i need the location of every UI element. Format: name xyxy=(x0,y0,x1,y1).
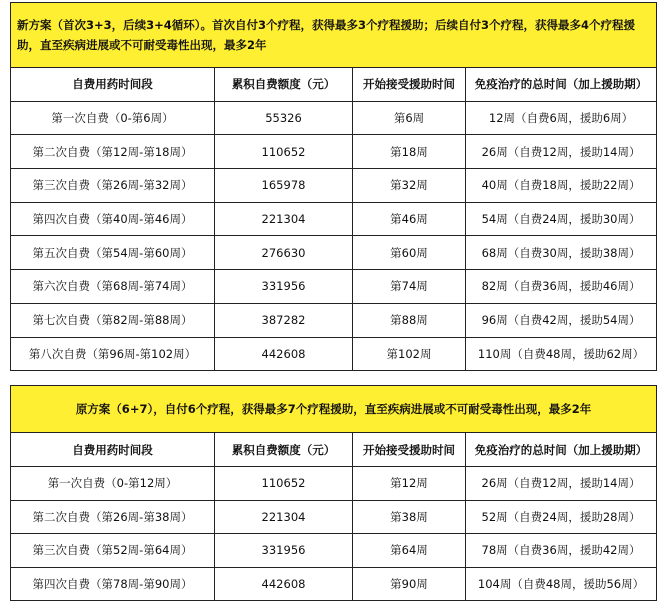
table-cell: 第64周 xyxy=(353,534,466,568)
column-header: 开始接受援助时间 xyxy=(353,433,466,467)
column-header: 自费用药时间段 xyxy=(11,433,215,467)
table-cell: 第46周 xyxy=(353,202,466,236)
table-cell: 110周（自费48周，援助62周） xyxy=(466,337,657,371)
table-cell: 第六次自费（第68周-第74周） xyxy=(11,270,215,304)
column-header: 自费用药时间段 xyxy=(11,68,215,102)
table-row xyxy=(11,567,657,601)
table-cell: 442608 xyxy=(215,337,353,371)
table-cell: 第二次自费（第26周-第38周） xyxy=(11,500,215,534)
table-cell: 第102周 xyxy=(353,337,466,371)
table-cell: 第6周 xyxy=(353,101,466,135)
column-header: 免疫治疗的总时间（加上援助期） xyxy=(466,68,657,102)
table-cell: 78周（自费36周，援助42周） xyxy=(466,534,657,568)
table-cell: 110652 xyxy=(215,135,353,169)
table-cell: 第一次自费（0-第12周） xyxy=(11,467,215,501)
table-cell: 442608 xyxy=(215,567,353,601)
table-cell: 331956 xyxy=(215,270,353,304)
table-cell: 165978 xyxy=(215,169,353,203)
table-cell: 第90周 xyxy=(353,567,466,601)
column-header: 累积自费额度（元） xyxy=(215,433,353,467)
table-cell: 82周（自费36周，援助46周） xyxy=(466,270,657,304)
table-cell: 40周（自费18周，援助22周） xyxy=(466,169,657,203)
new-plan-table xyxy=(10,2,657,371)
table-row xyxy=(11,202,657,236)
table-cell: 221304 xyxy=(215,500,353,534)
table-cell: 12周（自费6周，援助6周） xyxy=(466,101,657,135)
table-cell: 68周（自费30周，援助38周） xyxy=(466,236,657,270)
table-cell: 387282 xyxy=(215,303,353,337)
table-cell: 331956 xyxy=(215,534,353,568)
table-cell: 第五次自费（第54周-第60周） xyxy=(11,236,215,270)
table-cell: 26周（自费12周，援助14周） xyxy=(466,135,657,169)
table-cell: 第七次自费（第82周-第88周） xyxy=(11,303,215,337)
table-header-row xyxy=(11,433,657,467)
table-cell: 第12周 xyxy=(353,467,466,501)
table-cell: 104周（自费48周，援助56周） xyxy=(466,567,657,601)
table-cell: 54周（自费24周，援助30周） xyxy=(466,202,657,236)
table-cell: 第18周 xyxy=(353,135,466,169)
table-row xyxy=(11,236,657,270)
table-cell: 第一次自费（0-第6周） xyxy=(11,101,215,135)
table-cell: 221304 xyxy=(215,202,353,236)
table-row xyxy=(11,534,657,568)
table-cell: 52周（自费24周，援助28周） xyxy=(466,500,657,534)
table-cell: 第32周 xyxy=(353,169,466,203)
table-row xyxy=(11,270,657,304)
table-cell: 55326 xyxy=(215,101,353,135)
table-cell: 第60周 xyxy=(353,236,466,270)
table-cell: 276630 xyxy=(215,236,353,270)
column-header: 累积自费额度（元） xyxy=(215,68,353,102)
table-cell: 96周（自费42周，援助54周） xyxy=(466,303,657,337)
new-plan-banner: 新方案（首次3+3，后续3+4循环）。首次自付3个疗程，获得最多3个疗程援助；后续自付3个疗程，获得最多4个疗程援助，直至疾病进展或不可耐受毒性出现，最多2年 xyxy=(11,3,657,68)
table-header-row xyxy=(11,68,657,102)
table-cell: 第八次自费（第96周-第102周） xyxy=(11,337,215,371)
table-cell: 第三次自费（第52周-第64周） xyxy=(11,534,215,568)
original-plan-banner: 原方案（6+7），自付6个疗程，获得最多7个疗程援助，直至疾病进展或不可耐受毒性出现，最多2年 xyxy=(11,386,657,433)
table-row xyxy=(11,169,657,203)
table-row xyxy=(11,303,657,337)
table-row xyxy=(11,337,657,371)
original-plan-table xyxy=(10,385,657,601)
table-row xyxy=(11,500,657,534)
column-header: 免疫治疗的总时间（加上援助期） xyxy=(466,433,657,467)
table-cell: 第88周 xyxy=(353,303,466,337)
table-cell: 第四次自费（第40周-第46周） xyxy=(11,202,215,236)
table-cell: 第三次自费（第26周-第32周） xyxy=(11,169,215,203)
table-cell: 第四次自费（第78周-第90周） xyxy=(11,567,215,601)
table-cell: 第74周 xyxy=(353,270,466,304)
table-row xyxy=(11,467,657,501)
table-cell: 26周（自费12周，援助14周） xyxy=(466,467,657,501)
table-cell: 第二次自费（第12周-第18周） xyxy=(11,135,215,169)
table-cell: 110652 xyxy=(215,467,353,501)
table-cell: 第38周 xyxy=(353,500,466,534)
table-row xyxy=(11,101,657,135)
column-header: 开始接受援助时间 xyxy=(353,68,466,102)
table-row xyxy=(11,135,657,169)
